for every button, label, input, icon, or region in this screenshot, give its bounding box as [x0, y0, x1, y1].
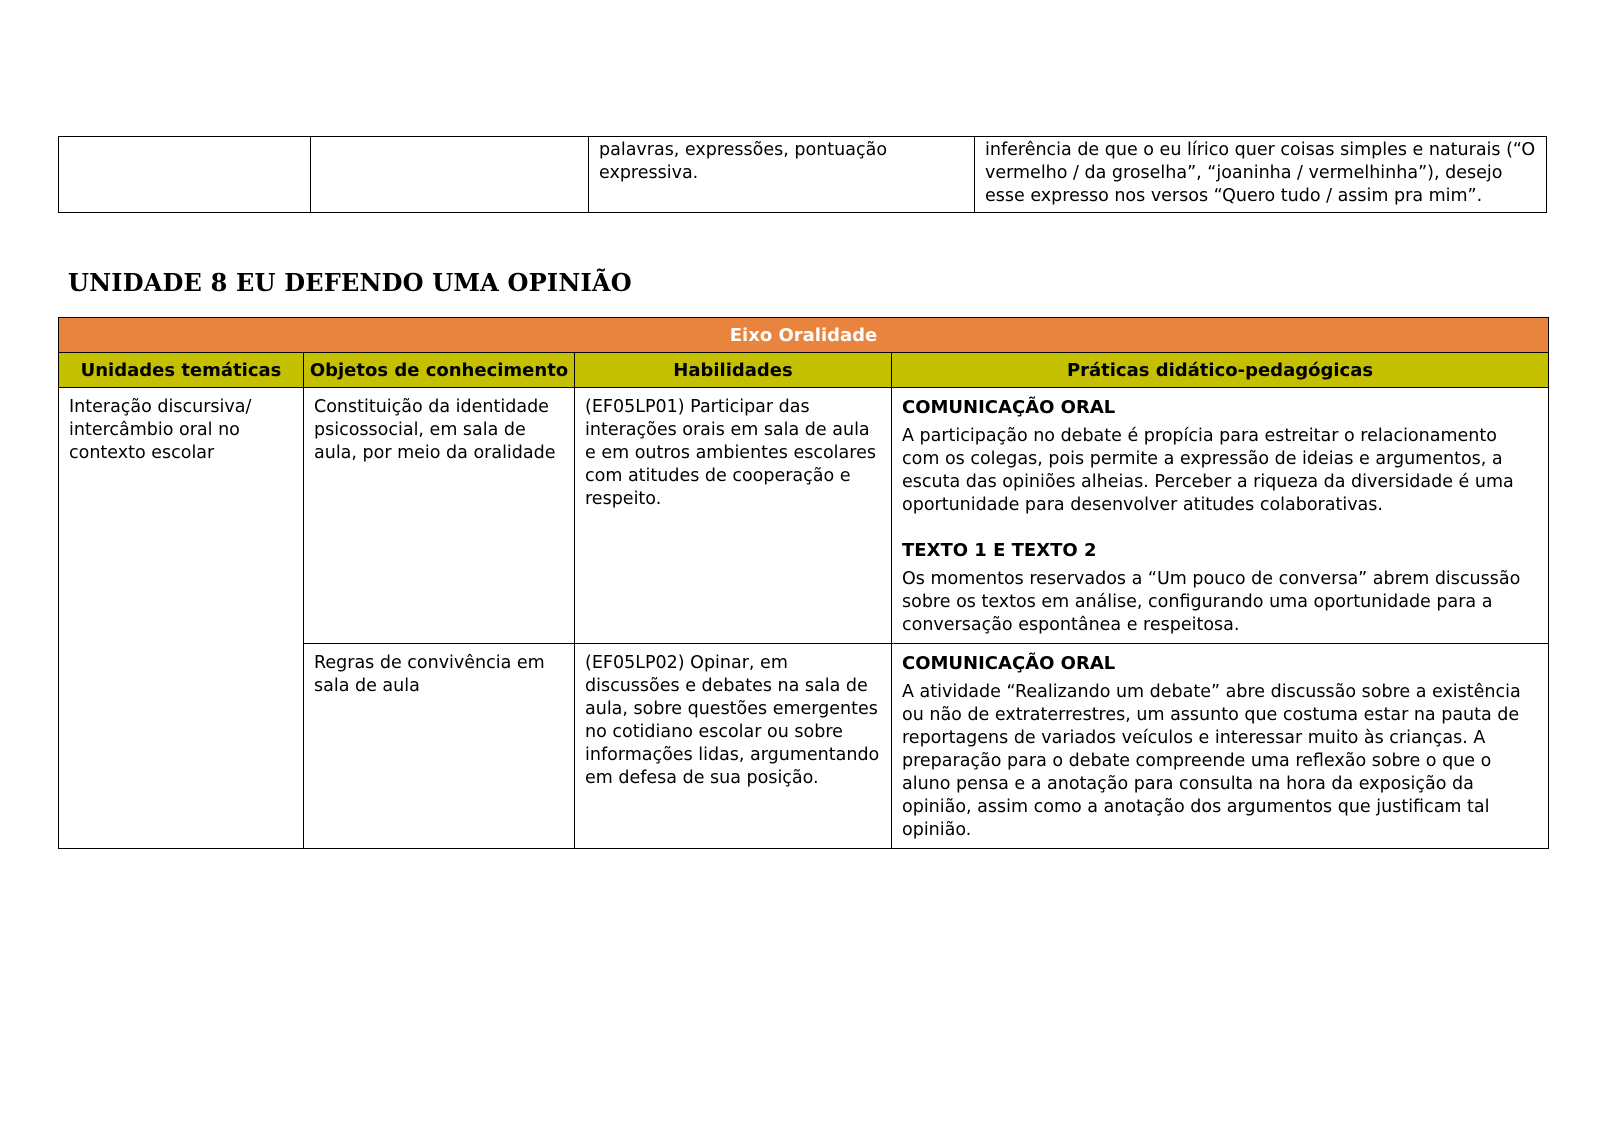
column-header-praticas: Práticas didático-pedagógicas [892, 353, 1549, 388]
column-header-objetos: Objetos de conhecimento [304, 353, 575, 388]
objeto-cell: Constituição da identidade psicossocial, em sala de aula, por meio da oralidade [304, 388, 575, 644]
table-row [59, 137, 1547, 213]
unidade-tematica-cell: Interação discursiva/ intercâmbio oral no contexto escolar [59, 388, 304, 849]
continuation-table [58, 136, 1547, 213]
curriculum-table [58, 317, 1549, 849]
praticas-cell [892, 388, 1549, 644]
axis-header: Eixo Oralidade [59, 318, 1549, 353]
practice-title: TEXTO 1 E TEXTO 2 [902, 540, 1097, 561]
practice-text: Os momentos reservados a “Um pouco de conversa” abrem discussão sobre os textos em análise, configurando uma oportunidade para a conversação espontânea e respeitosa. [902, 569, 1521, 635]
habilidade-cell: (EF05LP02) Opinar, em discussões e debates na sala de aula, sobre questões emergentes no cotidiano escolar ou sobre informações lidas, argumentando em defesa de sua posição. [575, 644, 892, 849]
praticas-cell [892, 644, 1549, 849]
column-header-unidades: Unidades temáticas [59, 353, 304, 388]
table-cell [311, 137, 589, 213]
practice-title: COMUNICAÇÃO ORAL [902, 397, 1116, 418]
column-header-row [59, 353, 1549, 388]
table-cell: inferência de que o eu lírico quer coisas simples e naturais (“O vermelho / da groselha”, “joaninha / vermelhinha”), desejo esse expresso nos versos “Quero tudo / assim pra mim”. [975, 137, 1547, 213]
practice-title: COMUNICAÇÃO ORAL [902, 653, 1116, 674]
table-cell: palavras, expressões, pontuação expressiva. [589, 137, 975, 213]
habilidade-cell: (EF05LP01) Participar das interações orais em sala de aula e em outros ambientes escolares com atitudes de cooperação e respeito. [575, 388, 892, 644]
spacer [902, 517, 1538, 539]
practice-text: A atividade “Realizando um debate” abre discussão sobre a existência ou não de extraterrestres, um assunto que costuma estar na pauta de reportagens de variados veículos e interessar muito às crianças. A preparação para o debate compreende uma reflexão sobre o que o aluno pensa e a anotação para consulta na hora da exposição da opinião, assim como a anotação dos argumentos que justificam tal opinião. [902, 682, 1521, 840]
table-row [59, 388, 1549, 644]
objeto-cell: Regras de convivência em sala de aula [304, 644, 575, 849]
unit-title: UNIDADE 8 EU DEFENDO UMA OPINIÃO [68, 268, 632, 297]
column-header-habilidades: Habilidades [575, 353, 892, 388]
practice-text: A participação no debate é propícia para estreitar o relacionamento com os colegas, pois permite a expressão de ideias e argumentos, a escuta das opiniões alheias. Perceber a riqueza da diversidade é uma oportunidade para desenvolver atitudes colaborativas. [902, 426, 1514, 515]
axis-header-row [59, 318, 1549, 353]
table-cell [59, 137, 311, 213]
